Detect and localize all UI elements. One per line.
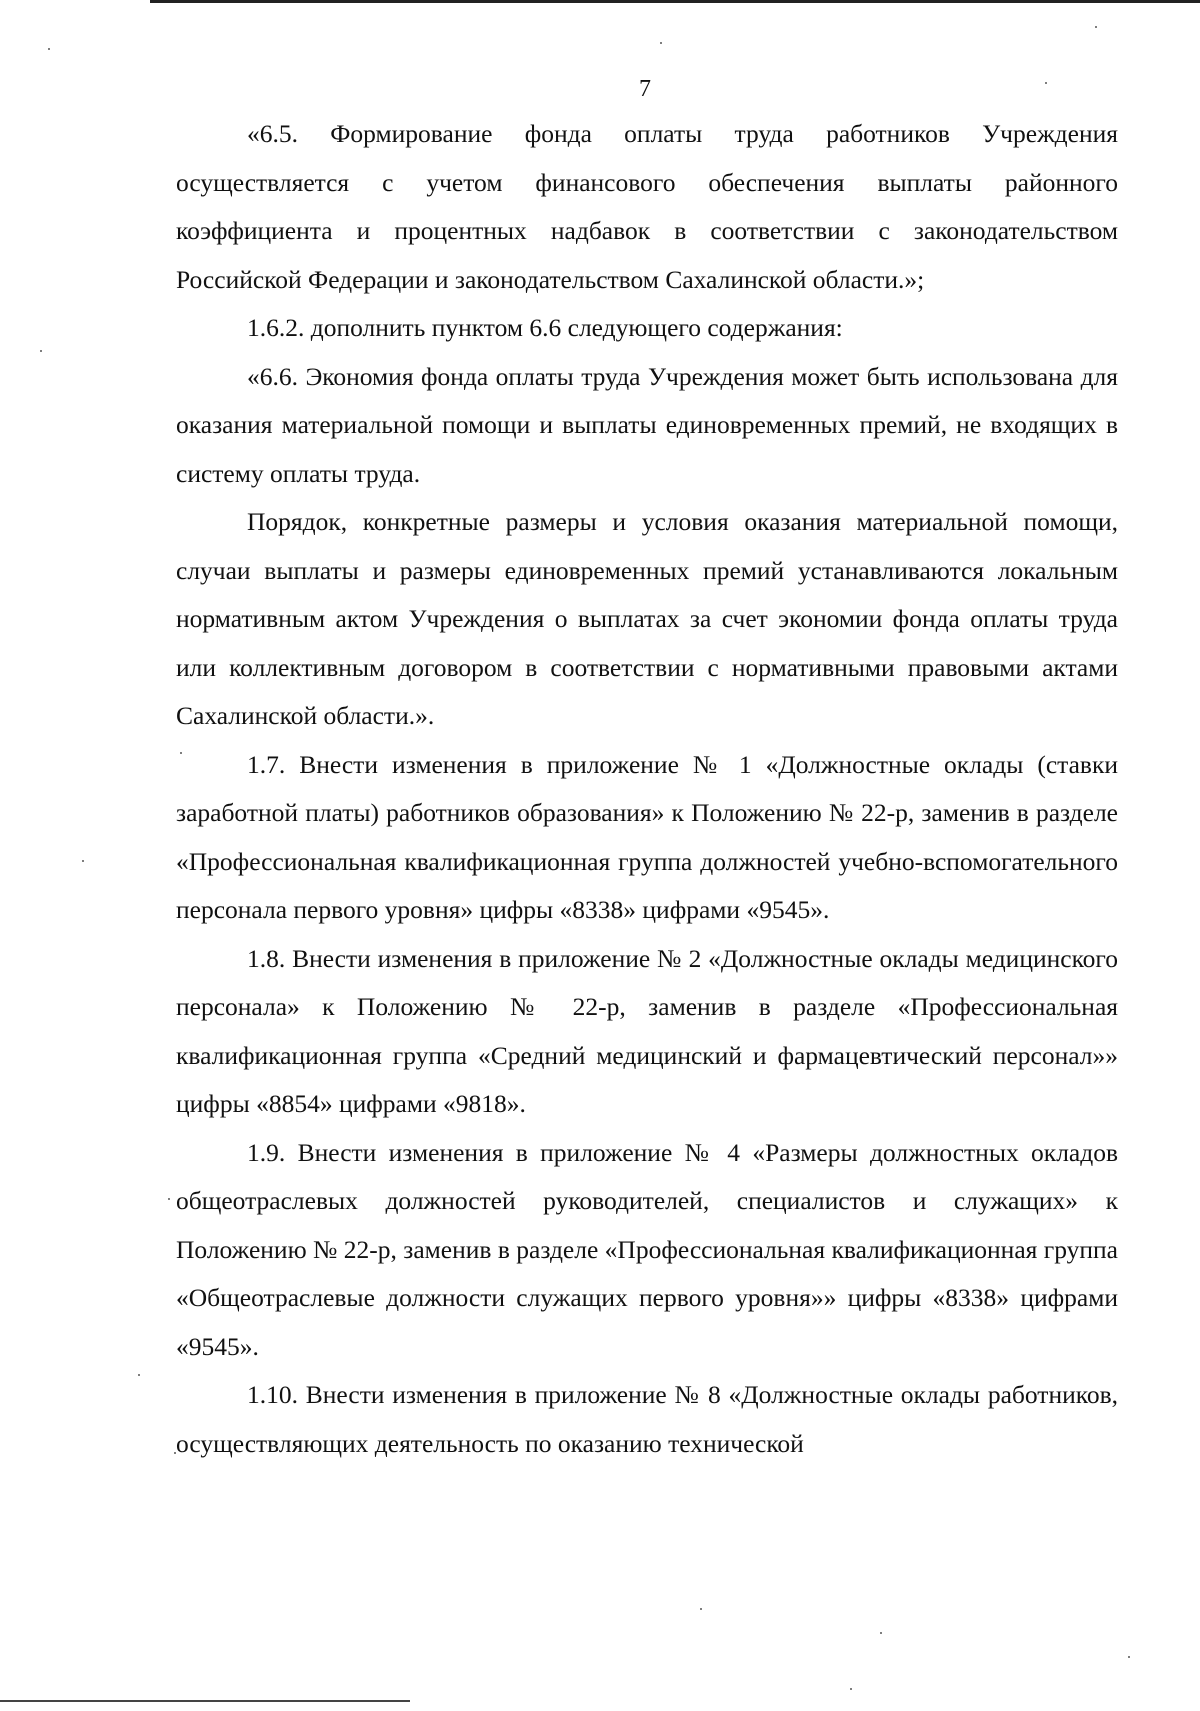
scan-speck xyxy=(82,860,84,862)
scan-speck xyxy=(850,1688,852,1690)
paragraph-6-5: «6.5. Формирование фонда оплаты труда работников Учреждения осуществляется с учетом финансового обеспечения выплаты районного коэффициента и процентных надбавок в соответствии с законодательством Российской Федерации и законодательством Сахалинской области.»; xyxy=(176,119,1118,294)
scan-speck xyxy=(880,1632,882,1634)
scan-speck xyxy=(700,1608,702,1610)
scan-speck xyxy=(1095,26,1097,28)
top-edge-rule xyxy=(150,0,1200,3)
scan-speck xyxy=(174,1452,176,1454)
document-body xyxy=(176,110,1118,1468)
scan-speck xyxy=(138,1374,140,1376)
paragraph-1-9: 1.9. Внести изменения в приложение № 4 «Размеры должностных окладов общеотраслевых должностей руководителей, специалистов и служащих» к Положению № 22-р, заменив в разделе «Профессиональная квалификационная группа «Общеотраслевые должности служащих первого уровня»» цифры «8338» цифрами «9545». xyxy=(176,1137,1118,1361)
bottom-edge-rule xyxy=(0,1700,410,1702)
paragraph-1-6-2: 1.6.2. дополнить пунктом 6.6 следующего содержания: xyxy=(247,313,843,342)
scan-speck xyxy=(1128,1656,1130,1658)
paragraph-6-6: «6.6. Экономия фонда оплаты труда Учреждения может быть использована для оказания материальной помощи и выплаты единовременных премий, не входящих в систему оплаты труда. xyxy=(176,361,1118,488)
paragraph-1-8: 1.8. Внести изменения в приложение № 2 «Должностные оклады медицинского персонала» к Положению № 22-р, заменив в разделе «Профессиональная квалификационная группа «Средний медицинский и фармацевтический персонал»» цифры «8854» цифрами «9818». xyxy=(176,943,1118,1118)
scan-speck xyxy=(1045,82,1047,84)
paragraph-order: Порядок, конкретные размеры и условия оказания материальной помощи, случаи выплаты и размеры единовременных премий устанавливаются локальным нормативным актом Учреждения о выплатах за счет экономии фонда оплаты труда или коллективным договором в соответствии с нормативными правовыми актами Сахалинской области.». xyxy=(176,507,1118,730)
scan-speck xyxy=(180,752,182,754)
scan-speck xyxy=(48,48,50,50)
scan-speck xyxy=(168,1198,170,1200)
scan-speck xyxy=(660,42,662,44)
page-number: 7 xyxy=(639,76,651,102)
paragraph-1-10: 1.10. Внести изменения в приложение № 8 «Должностные оклады работников, осуществляющих деятельность по оказанию технической xyxy=(176,1380,1118,1458)
scan-speck xyxy=(40,350,42,352)
paragraph-1-7: 1.7. Внести изменения в приложение № 1 «Должностные оклады (ставки заработной платы) работников образования» к Положению № 22-р, заменив в разделе «Профессиональная квалификационная группа должностей учебно-вспомогательного персонала первого уровня» цифры «8338» цифрами «9545». xyxy=(176,749,1118,924)
